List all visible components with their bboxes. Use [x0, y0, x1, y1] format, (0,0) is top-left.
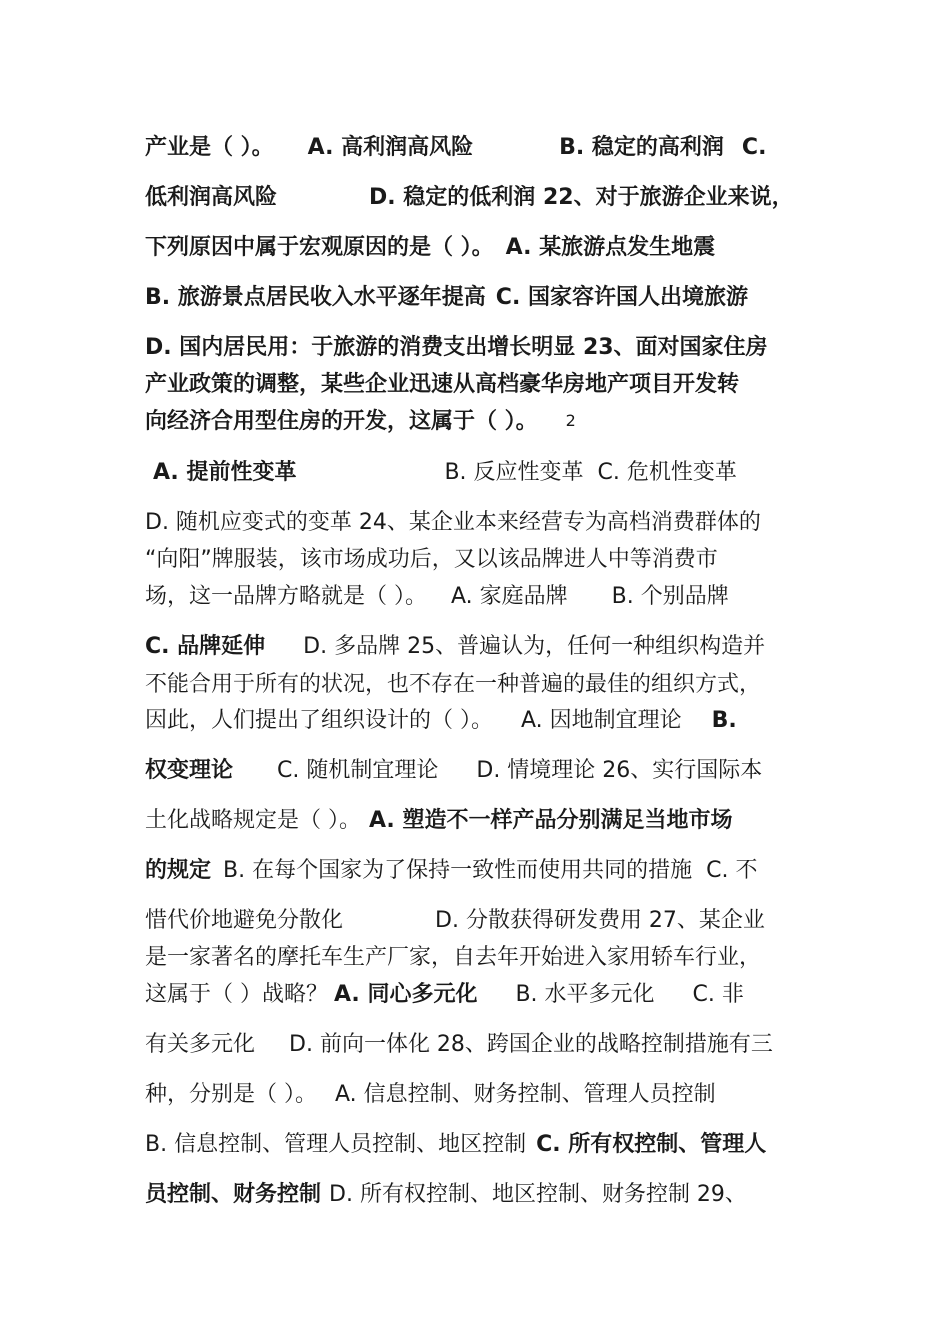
- text-line: [145, 632, 815, 662]
- text-segment: C. 随机制宜理论: [277, 758, 439, 783]
- text-line: [145, 370, 815, 400]
- text-segment: C. 非: [692, 982, 744, 1007]
- text-segment: 下列原因中属于宏观原因的是（ ）。: [145, 235, 494, 260]
- text-segment: C. 国家容许国人出境旅游: [495, 285, 748, 310]
- text-line: [145, 856, 815, 886]
- text-segment: B. 在每个国家为了保持一致性而使用共同的措施: [223, 858, 693, 883]
- text-line: [145, 283, 815, 313]
- text-line: [145, 333, 815, 363]
- text-segment: 场，这一品牌方略就是（ ）。: [145, 584, 427, 609]
- text-line: [145, 508, 815, 538]
- text-segment: D. 分散获得研发费用 27、某企业: [435, 908, 765, 933]
- text-segment: B. 水平多元化: [515, 982, 655, 1007]
- text-segment: 不能合用于所有的状况，也不存在一种普遍的最佳的组织方式，: [145, 672, 762, 697]
- text-line: [145, 406, 815, 436]
- text-segment: C. 不: [706, 858, 758, 883]
- text-segment: A. 提前性变革: [153, 460, 297, 485]
- text-line: [145, 183, 815, 213]
- text-line: [145, 133, 815, 163]
- text-line: [145, 545, 815, 575]
- text-line: [145, 806, 815, 836]
- text-segment: B. 反应性变革: [444, 460, 584, 485]
- text-segment: B. 信息控制、管理人员控制、地区控制: [145, 1132, 527, 1157]
- text-segment: C.: [741, 135, 767, 160]
- text-segment: D. 随机应变式的变革 24、某企业本来经营专为高档消费群体的: [145, 510, 761, 535]
- text-segment: D. 稳定的低利润 22、对于旅游企业来说，: [369, 185, 794, 210]
- text-segment: 产业是（ ）。: [145, 135, 274, 160]
- text-segment: 土化战略规定是（ ）。: [145, 808, 361, 833]
- text-line: [145, 943, 815, 973]
- text-segment: A. 某旅游点发生地震: [505, 235, 716, 260]
- text-segment: 向经济合用型住房的开发，这属于（ ）。: [145, 409, 538, 434]
- text-segment: A. 塑造不一样产品分别满足当地市场: [369, 808, 733, 833]
- text-segment: 权变理论: [145, 758, 234, 783]
- text-line: [145, 1080, 815, 1110]
- text-segment: 的规定: [145, 858, 212, 883]
- text-line: [145, 1030, 815, 1060]
- text-segment: “向阳”牌服装，该市场成功后，又以该品牌进人中等消费市: [145, 547, 718, 572]
- text-segment: D. 所有权控制、地区控制、财务控制 29、: [329, 1182, 747, 1207]
- text-segment: D. 国内居民用：于旅游的消费支出增长明显 23、面对国家住房: [145, 335, 768, 360]
- text-segment: A. 同心多元化: [334, 982, 478, 1007]
- text-segment: 低利润高风险: [145, 185, 278, 210]
- text-segment: 员控制、财务控制: [145, 1182, 322, 1207]
- text-line: [145, 1180, 815, 1210]
- text-segment: D. 多品牌 25、普遍认为，任何一种组织构造并: [303, 634, 766, 659]
- text-segment: C. 危机性变革: [597, 460, 737, 485]
- text-segment: B. 稳定的高利润: [559, 135, 724, 160]
- text-segment: 有关多元化: [145, 1032, 256, 1057]
- text-line: [145, 980, 815, 1010]
- text-segment: A. 家庭品牌: [451, 584, 568, 609]
- text-segment: C. 所有权控制、管理人: [536, 1132, 767, 1157]
- text-segment: D. 情境理论 26、实行国际本: [476, 758, 763, 783]
- text-line: [145, 1130, 815, 1160]
- text-line: [145, 582, 815, 612]
- text-segment: B. 旅游景点居民收入水平逐年提高: [145, 285, 486, 310]
- text-line: [145, 756, 815, 786]
- text-line: [145, 706, 815, 736]
- text-line: [145, 458, 815, 488]
- text-segment: 因此，人们提出了组织设计的（ ）。: [145, 708, 493, 733]
- page-number: 2: [565, 411, 576, 430]
- text-segment: B.: [711, 708, 737, 733]
- text-segment: A. 高利润高风险: [307, 135, 474, 160]
- text-line: [145, 233, 815, 263]
- text-segment: 产业政策的调整，某些企业迅速从高档豪华房地产项目开发转: [145, 372, 740, 397]
- text-segment: 是一家著名的摩托车生产厂家，自去年开始进入家用轿车行业，: [145, 945, 762, 970]
- text-segment: C. 品牌延伸: [145, 634, 266, 659]
- text-segment: B. 个别品牌: [611, 584, 729, 609]
- text-segment: A. 因地制宜理论: [521, 708, 682, 733]
- text-segment: 这属于（ ）战略？: [145, 982, 328, 1007]
- text-line: [145, 670, 815, 700]
- text-segment: 种，分别是（ ）。: [145, 1082, 317, 1107]
- text-segment: A. 信息控制、财务控制、管理人员控制: [335, 1082, 716, 1107]
- text-segment: 惜代价地避免分散化: [145, 908, 344, 933]
- text-segment: D. 前向一体化 28、跨国企业的战略控制措施有三: [289, 1032, 773, 1057]
- text-line: [145, 906, 815, 936]
